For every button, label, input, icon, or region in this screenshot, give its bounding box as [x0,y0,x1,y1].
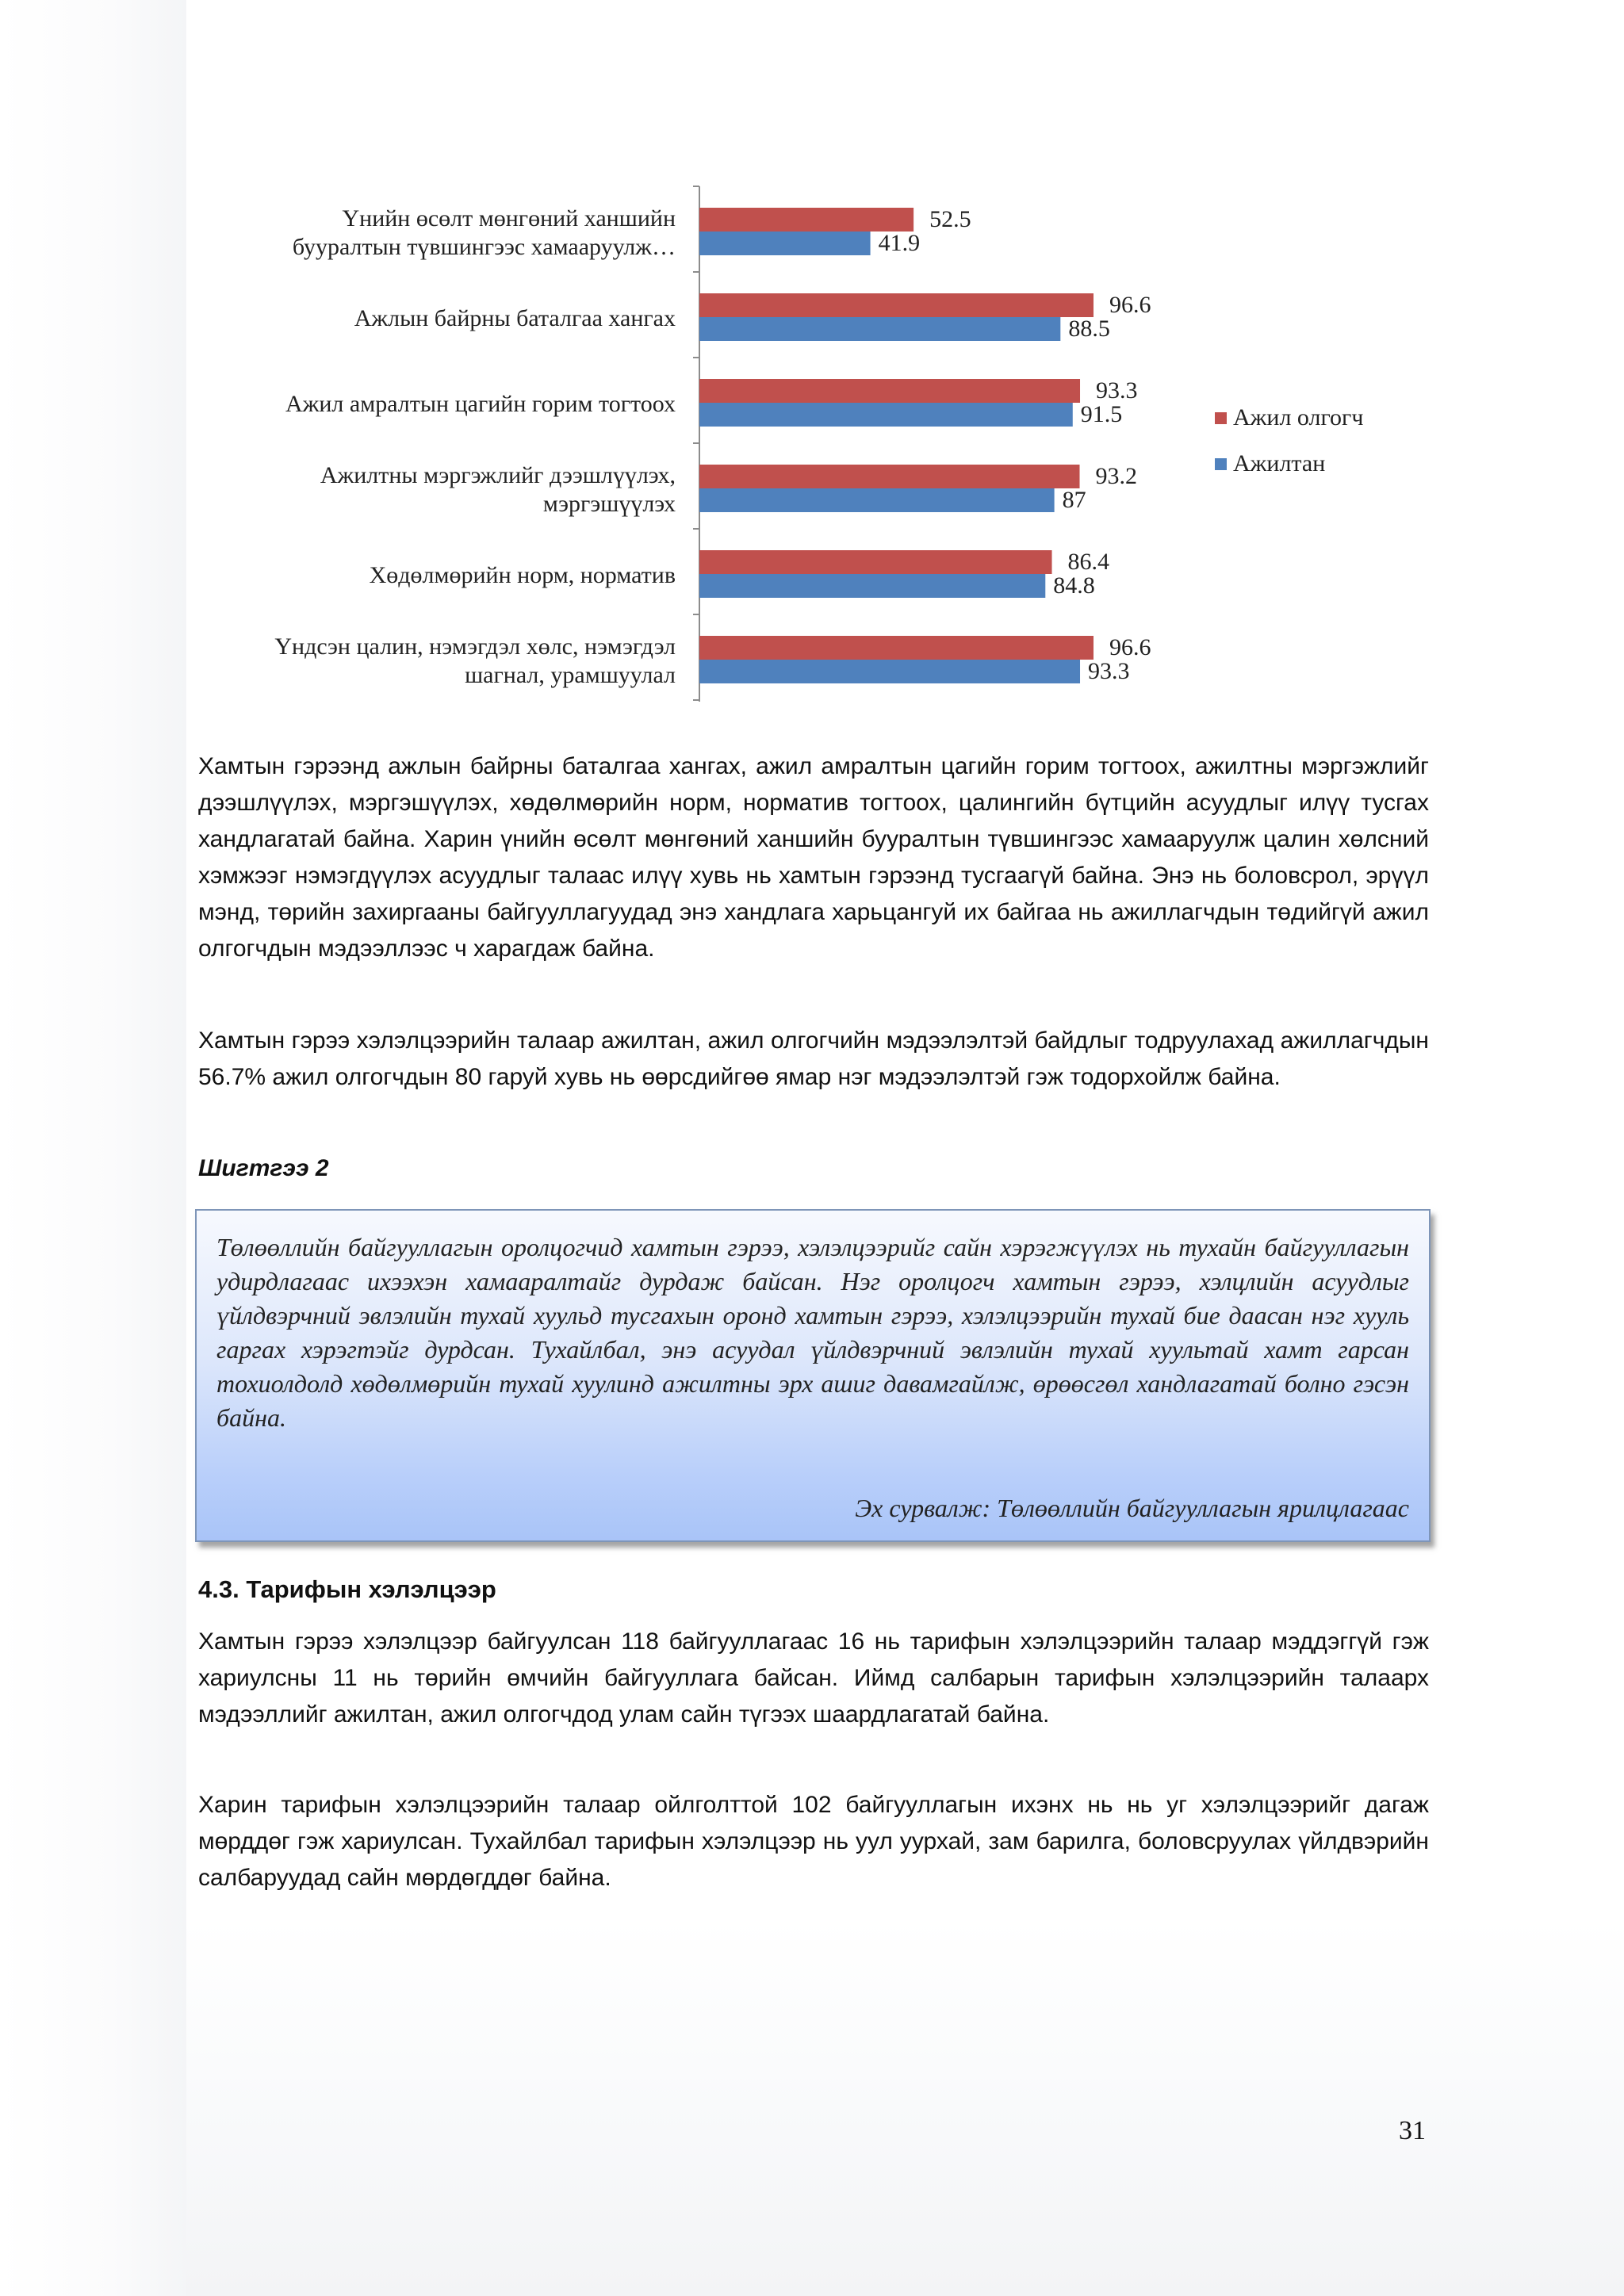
page-shade-bottom [186,1919,1624,2296]
bar-employee [699,232,871,255]
bar-employer [699,379,1080,403]
category-label: мэргэшүүлэх [542,491,676,517]
bar-employee [699,660,1080,683]
case-box [195,1209,1431,1542]
data-label-employee: 84.8 [1053,572,1095,599]
bar-employer [699,208,914,232]
bar-employer [699,465,1080,488]
bar-employer [699,550,1052,574]
bar-employee [699,317,1060,341]
page-number: 31 [1399,2116,1426,2145]
bar-employer [699,293,1094,317]
legend-label-employer: Ажил олгогч [1233,404,1364,430]
legend-swatch-employee [1215,458,1227,470]
bar-employee [699,574,1045,598]
data-label-employee: 41.9 [878,230,921,256]
legend-label-employee: Ажилтан [1233,450,1326,476]
bar-employer [699,636,1094,660]
data-label-employer: 96.6 [1109,292,1151,318]
data-label-employee: 93.3 [1088,658,1130,684]
data-label-employer: 93.2 [1095,463,1138,489]
category-label: Ажил амралтын цагийн горим тогтоох [285,391,676,417]
category-label: Үндсэн цалин, нэмэгдэл хөлс, нэмэгдэл [274,633,676,660]
section-heading: 4.3. Тарифын хэлэлцээр [198,1575,496,1603]
data-label-employer: 52.5 [929,206,971,232]
data-label-employer: 86.4 [1067,549,1110,575]
bar-employee [699,488,1055,512]
data-label-employer: 96.6 [1109,634,1151,660]
bar-chart [190,174,1427,714]
data-label-employee: 88.5 [1068,316,1110,342]
case-box-text: Төлөөллийн байгууллагын оролцогчид хамтын гэрээ, хэлэлцээрийг сайн хэрэгжүүлэх нь тухайн байгууллагын удирдлагаас ихээхэн хамааралтайг дурдаж байсан. Нэг оролцогч хамтын гэрээ, хэлцлийн асуудлыг үйлдвэрчний эвлэлийн тухай хуульд тусгахын оронд хамтын гэрээ, хэлэлцээрийн тухай бие даасан нэг хууль гаргах хэрэгтэйг дурдсан. Тухайлбал, энэ асуудал үйлдвэрчний эвлэлийн тухай хуультай хамт гарсан тохиолдолд хөдөлмөрийн тухай хуулинд ажилтны эрх ашиг давамгайлж, өрөөсгөл хандлагатай болно гэсэн байна. [216,1233,1409,1432]
bar-employee [699,403,1073,427]
paragraph-awareness: Хамтын гэрээ хэлэлцээрийн талаар ажилтан, ажил олгогчийн мэдээлэлтэй байдлыг тодруулахад ажиллагчдын 56.7% ажил олгогчдын 80 гаруй хувь нь өөрсдийгөө ямар нэг мэдээлэлтэй гэж тодорхойлж байна. [198,1027,1429,1090]
data-label-employer: 93.3 [1096,377,1138,404]
data-label-employee: 91.5 [1080,401,1123,427]
page-shade-left [0,0,186,2296]
category-label: Үнийн өсөлт мөнгөний ханшийн [342,205,676,232]
data-label-employee: 87 [1062,487,1086,513]
paragraph-tariff-1: Хамтын гэрээ хэлэлцээр байгуулсан 118 байгууллагаас 16 нь тарифын хэлэлцээрийн талаар мэддэггүй гэж хариулсны 11 нь төрийн өмчийн байгууллага байсан. Иймд салбарын тарифын хэлэлцээрийн талаарх мэдээллийг ажилтан, ажил олгогчдод улам сайн түгээх шаардлагатай байна. [198,1628,1429,1728]
case-box-title: Шигтгээ 2 [198,1155,329,1181]
paragraph-chart-analysis: Хамтын гэрээнд ажлын байрны баталгаа хангах, ажил амралтын цагийн горим тогтоох, ажилтны мэргэжлийг дээшлүүлэх, мэргэшүүлэх, хөдөлмөрийн норм, норматив тогтоох, цалингийн бүтцийн асуудлыг илүү тусгах хандлагатай байна. Харин үнийн өсөлт мөнгөний ханшийн бууралтын түвшингээс хамааруулж цалин хөлсний хэмжээг нэмэгдүүлэх асуудлыг талаас илүү хувь нь хамтын гэрээнд тусгаагүй байна. Энэ нь боловсрол, эрүүл мэнд, төрийн захиргааны байгууллагуудад энэ хандлага харьцангуй их байгаа нь ажиллагчдын төдийгүй ажил олгогчдын мэдээллээс ч харагдаж байна. [198,753,1429,962]
paragraph-tariff-2: Харин тарифын хэлэлцээрийн талаар ойлголттой 102 байгууллагын ихэнх нь нь уг хэлэлцээрийг дагаж мөрддөг гэж хариулсан. Тухайлбал тарифын хэлэлцээр нь уул уурхай, зам барилга, боловсруулах үйлдвэрийн салбаруудад сайн мөрдөгддөг байна. [198,1792,1429,1891]
category-label: Ажлын байрны баталгаа хангах [354,305,676,331]
category-label: Хөдөлмөрийн норм, норматив [369,562,676,588]
legend-swatch-employer [1215,412,1227,424]
case-box-source: Эх сурвалж: Төлөөллийн байгууллагын ярилцлагаас [855,1494,1409,1522]
category-label: Ажилтны мэргэжлийг дээшлүүлэх, [320,462,676,488]
category-label: шагнал, урамшуулал [465,662,676,688]
category-label: бууралтын түвшингээс хамааруулж… [292,234,676,260]
